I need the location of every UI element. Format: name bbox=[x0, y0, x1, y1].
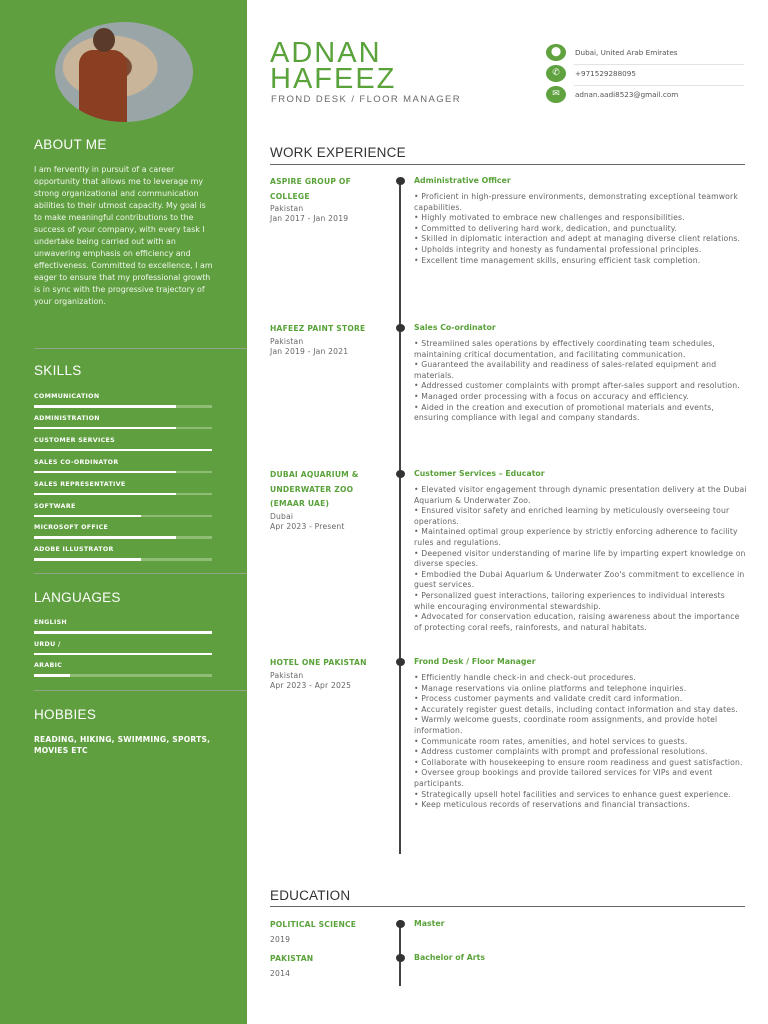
skill-bar-fill bbox=[34, 515, 141, 518]
about-heading: ABOUT ME bbox=[34, 137, 107, 152]
education-info bbox=[270, 918, 385, 945]
work-experience-heading: WORK EXPERIENCE bbox=[270, 145, 406, 160]
location: Dubai bbox=[270, 511, 294, 521]
skill-item bbox=[34, 502, 212, 518]
skill-bar-track bbox=[34, 558, 212, 561]
skill-label: COMMUNICATION bbox=[34, 393, 100, 400]
company-name: UNDERWATER ZOO bbox=[270, 484, 354, 494]
profile-photo bbox=[55, 22, 193, 122]
company-name: HOTEL ONE PAKISTAN bbox=[270, 658, 367, 667]
work-entry-details bbox=[414, 656, 747, 811]
contact-text: adnan.aadi8523@gmail.com bbox=[575, 89, 679, 99]
skill-bar-track bbox=[34, 405, 212, 408]
skill-item bbox=[34, 661, 212, 677]
envelope-icon: ✉ bbox=[546, 86, 566, 103]
skill-bar-fill bbox=[34, 493, 176, 496]
responsibility-item: • Aided in the creation and execution of promotional materials and events, ensuring compliance with legal and company standards. bbox=[414, 403, 747, 424]
responsibilities-list bbox=[414, 485, 747, 633]
work-entry-info bbox=[270, 175, 385, 224]
responsibility-item: • Skilled in diplomatic interaction and adept at managing diverse client relations. bbox=[414, 234, 747, 245]
skill-bar-fill bbox=[34, 427, 176, 430]
first-name: ADNAN bbox=[270, 37, 382, 69]
hobbies-text: READING, HIKING, SWIMMING, SPORTS, MOVIES ETC bbox=[34, 735, 211, 755]
timeline-dot bbox=[396, 920, 405, 928]
responsibility-item: • Deepened visitor understanding of marine life by imparting expert knowledge on diverse species. bbox=[414, 549, 747, 570]
responsibility-item: • Process customer payments and validate credit card information. bbox=[414, 694, 747, 705]
position-title: Administrative Officer bbox=[414, 176, 511, 185]
responsibility-item: • Collaborate with housekeeping to ensure room readiness and guest satisfaction. bbox=[414, 758, 747, 769]
responsibility-item: • Communicate room rates, amenities, and hotel services to guests. bbox=[414, 737, 747, 748]
company-name: COLLEGE bbox=[270, 191, 310, 201]
position-title: Sales Co-ordinator bbox=[414, 323, 496, 332]
skill-label: SOFTWARE bbox=[34, 502, 76, 510]
contact-text: +971529288095 bbox=[575, 68, 636, 78]
skill-bar-track bbox=[34, 674, 212, 677]
responsibilities-list bbox=[414, 673, 747, 811]
location: Pakistan bbox=[270, 204, 304, 213]
divider bbox=[270, 164, 745, 165]
skill-bar-track bbox=[34, 631, 212, 634]
location: Pakistan bbox=[270, 336, 304, 346]
year: 2014 bbox=[270, 968, 291, 978]
skill-label: ENGLISH bbox=[34, 619, 68, 626]
divider bbox=[34, 348, 247, 349]
year: 2019 bbox=[270, 934, 291, 944]
contact-item bbox=[546, 84, 744, 104]
skill-label: SALES REPRESENTATIVE bbox=[34, 480, 126, 488]
skill-bar-fill bbox=[34, 449, 212, 452]
work-entry-info bbox=[270, 656, 385, 691]
divider bbox=[34, 573, 247, 574]
skill-bar-fill bbox=[34, 674, 70, 677]
skill-bar-fill bbox=[34, 558, 141, 561]
position-title: Customer Services – Educator bbox=[414, 469, 545, 478]
timeline-dot bbox=[396, 470, 405, 478]
skill-bar-fill bbox=[34, 471, 176, 474]
work-entry-details bbox=[414, 322, 747, 424]
responsibility-item: • Guaranteed the availability and readiness of sales-related equipment and materials. bbox=[414, 360, 747, 381]
skill-label: URDU / bbox=[34, 640, 61, 648]
responsibility-item: • Highly motivated to embrace new challenges and responsibilities. bbox=[414, 213, 747, 224]
languages-heading: LANGUAGES bbox=[34, 590, 121, 605]
skill-item bbox=[34, 458, 212, 474]
responsibility-item: • Maintained optimal group experience by strictly enforcing adherence to facility rules and regulations. bbox=[414, 527, 747, 548]
responsibilities-list bbox=[414, 339, 747, 424]
skill-item bbox=[34, 545, 212, 561]
skill-label: ADMINISTRATION bbox=[34, 414, 100, 422]
divider bbox=[270, 906, 745, 907]
degree: Bachelor of Arts bbox=[414, 953, 485, 962]
dates: Jan 2017 - Jan 2019 bbox=[270, 214, 349, 223]
responsibilities-list bbox=[414, 192, 747, 266]
work-entry-info bbox=[270, 468, 385, 532]
dates: Apr 2023 - Apr 2025 bbox=[270, 680, 352, 690]
last-name: HAFEEZ bbox=[270, 63, 397, 95]
field-of-study: POLITICAL SCIENCE bbox=[270, 920, 357, 929]
responsibility-item: • Upholds integrity and honesty as fundamental professional principles. bbox=[414, 245, 747, 256]
contact-text: Dubai, United Arab Emirates bbox=[575, 47, 678, 57]
location-pin-icon: ⬤ bbox=[546, 44, 566, 61]
skills-heading: SKILLS bbox=[34, 363, 82, 378]
work-entry-details bbox=[414, 175, 747, 266]
responsibility-item: • Addressed customer complaints with prompt after-sales support and resolution. bbox=[414, 381, 747, 392]
timeline-dot bbox=[396, 177, 405, 185]
position-title: Frond Desk / Floor Manager bbox=[414, 657, 536, 666]
responsibility-item: • Streamlined sales operations by effectively coordinating team schedules, maintaining critical documentation, and facilitating communication. bbox=[414, 339, 747, 360]
about-text: I am fervently in pursuit of a career opportunity that allows me to leverage my strong organizational and communication abilities to their utmost capacity. My goal is to make meaningful contributions to the success of your company, with every task I undertake being carried out with an unwavering emphasis on efficiency and effectiveness. Committed to excellence, I am eager to ensure that my professional growth is in sync with the progressive trajectory of your organization. bbox=[34, 165, 213, 306]
education-info bbox=[270, 952, 385, 979]
responsibility-item: • Managed order processing with a focus on accuracy and efficiency. bbox=[414, 392, 747, 403]
skill-item bbox=[34, 414, 212, 430]
skill-item bbox=[34, 480, 212, 496]
skill-label: ADOBE ILLUSTRATOR bbox=[34, 546, 114, 554]
company-name: DUBAI AQUARIUM & bbox=[270, 470, 359, 479]
timeline-dot bbox=[396, 954, 405, 962]
responsibility-item: • Ensured visitor safety and enriched learning by meticulously overseeing tour operations. bbox=[414, 506, 747, 527]
work-entry-details bbox=[414, 468, 747, 633]
skill-label: ARABIC bbox=[34, 662, 63, 669]
responsibility-item: • Oversee group bookings and provide tailored services for VIPs and event participants. bbox=[414, 768, 747, 789]
skill-bar-fill bbox=[34, 405, 176, 408]
contact-item bbox=[546, 63, 744, 83]
skill-label: SALES CO-ORDINATOR bbox=[34, 458, 119, 466]
responsibility-item: • Advocated for conservation education, raising awareness about the importance of protecting coral reefs, rainforests, and natural habitats. bbox=[414, 612, 747, 633]
skill-item bbox=[34, 523, 212, 539]
timeline-line bbox=[399, 920, 401, 986]
responsibility-item: • Strategically upsell hotel facilities and services to enhance guest experience. bbox=[414, 790, 747, 801]
full-name bbox=[270, 37, 397, 95]
education-details bbox=[414, 952, 747, 963]
skill-bar-track bbox=[34, 449, 212, 452]
contact-item bbox=[546, 42, 744, 62]
field-of-study: PAKISTAN bbox=[270, 954, 314, 963]
responsibility-item: • Keep meticulous records of reservations and financial transactions. bbox=[414, 800, 747, 811]
timeline-dot bbox=[396, 658, 405, 666]
responsibility-item: • Personalized guest interactions, tailoring experiences to individual interests while encouraging environmental stewardship. bbox=[414, 591, 747, 612]
location: Pakistan bbox=[270, 670, 304, 680]
responsibility-item: • Address customer complaints with prompt and professional resolutions. bbox=[414, 747, 747, 758]
responsibility-item: • Embodied the Dubai Aquarium & Underwater Zoo's commitment to excellence in guest services. bbox=[414, 570, 747, 591]
responsibility-item: • Excellent time management skills, ensuring efficient task completion. bbox=[414, 256, 747, 267]
skill-item bbox=[34, 618, 212, 634]
skill-bar-track bbox=[34, 653, 212, 656]
hobbies-heading: HOBBIES bbox=[34, 707, 97, 722]
skill-bar-track bbox=[34, 536, 212, 539]
responsibility-item: • Elevated visitor engagement through dynamic presentation delivery at the Dubai Aquarium & Underwater Zoo. bbox=[414, 485, 747, 506]
dates: Jan 2019 - Jan 2021 bbox=[270, 346, 349, 356]
skill-bar-fill bbox=[34, 631, 212, 634]
timeline-dot bbox=[396, 324, 405, 332]
responsibility-item: • Manage reservations via online platforms and telephone inquiries. bbox=[414, 684, 747, 695]
skill-bar-fill bbox=[34, 536, 176, 539]
degree: Master bbox=[414, 919, 445, 928]
education-details bbox=[414, 918, 747, 929]
company-name: ASPIRE GROUP OF bbox=[270, 177, 351, 186]
skill-label: CUSTOMER SERVICES bbox=[34, 436, 115, 444]
responsibility-item: • Proficient in high-pressure environments, demonstrating exceptional teamwork capabilities. bbox=[414, 192, 747, 213]
phone-icon: ✆ bbox=[546, 65, 566, 82]
responsibility-item: • Warmly welcome guests, coordinate room assignments, and provide hotel information. bbox=[414, 715, 747, 736]
skill-bar-track bbox=[34, 515, 212, 518]
skill-bar-track bbox=[34, 427, 212, 430]
responsibility-item: • Efficiently handle check-in and check-out procedures. bbox=[414, 673, 747, 684]
divider bbox=[34, 690, 247, 691]
skill-bar-fill bbox=[34, 653, 212, 656]
timeline-line bbox=[399, 180, 401, 854]
dates: Apr 2023 - Present bbox=[270, 521, 345, 531]
education-heading: EDUCATION bbox=[270, 888, 351, 903]
sidebar bbox=[0, 0, 247, 1024]
skill-item bbox=[34, 392, 212, 408]
company-name: HAFEEZ PAINT STORE bbox=[270, 324, 366, 333]
company-name: (EMAAR UAE) bbox=[270, 499, 330, 508]
responsibility-item: • Accurately register guest details, including contact information and stay dates. bbox=[414, 705, 747, 716]
skill-bar-track bbox=[34, 493, 212, 496]
job-title: FROND DESK / FLOOR MANAGER bbox=[271, 94, 462, 105]
skill-label: MICROSOFT OFFICE bbox=[34, 524, 109, 532]
skill-item bbox=[34, 640, 212, 656]
responsibility-item: • Committed to delivering hard work, dedication, and punctuality. bbox=[414, 224, 747, 235]
work-entry-info bbox=[270, 322, 385, 357]
skill-bar-track bbox=[34, 471, 212, 474]
skill-item bbox=[34, 436, 212, 452]
